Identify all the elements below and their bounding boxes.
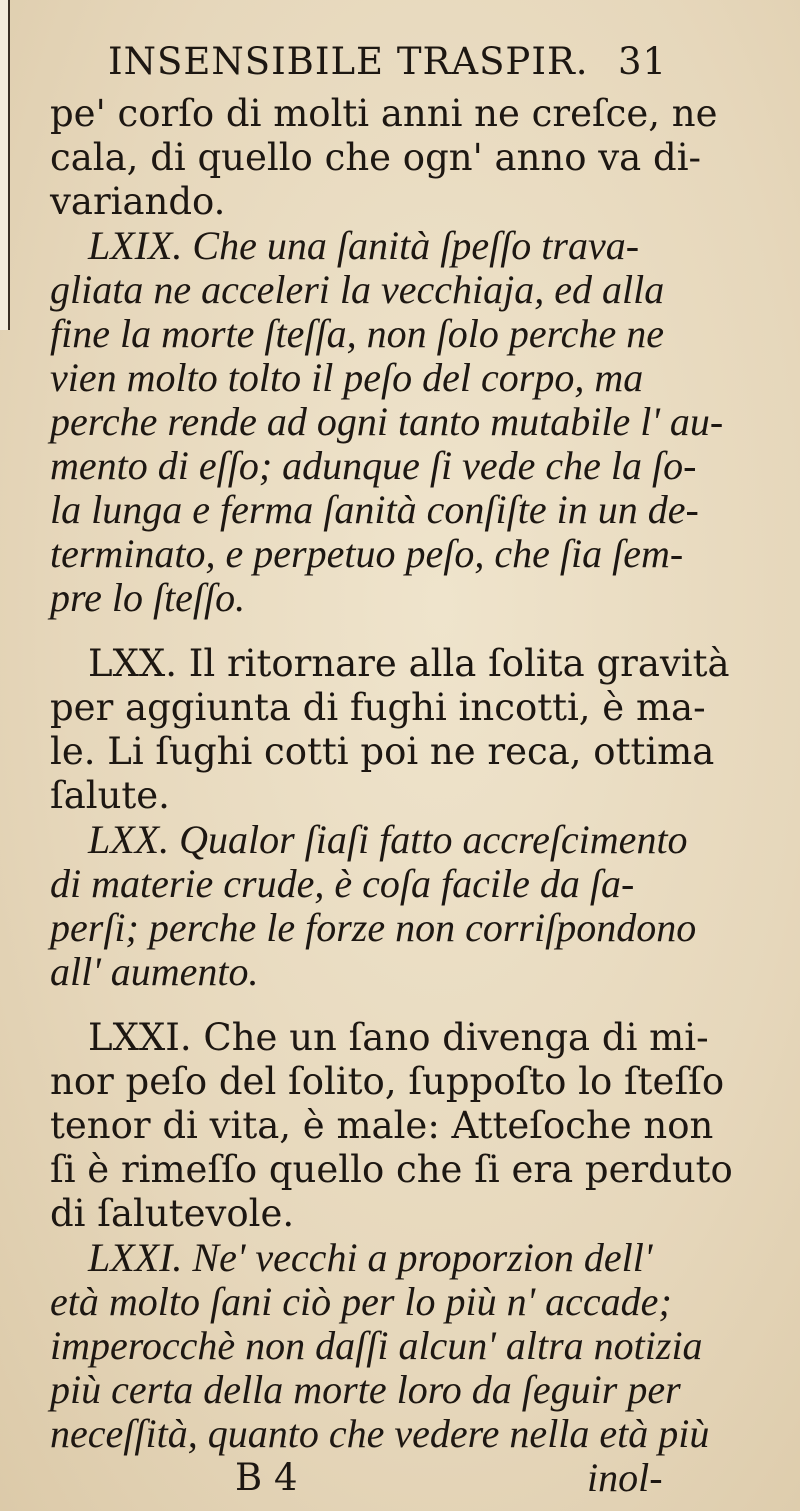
text-line: le. Li ſughi cotti poi ne reca, ottima <box>50 730 715 773</box>
text-line: per aggiunta di fughi incotti, è ma- <box>50 686 706 729</box>
text-line: più certa della morte loro da ſeguir per <box>50 1367 681 1412</box>
text-line: cala, di quello che ogn' anno va di- <box>50 136 702 179</box>
text-line: variando. <box>50 180 226 223</box>
footer-line <box>50 1456 770 1500</box>
paragraph <box>50 642 770 818</box>
text-block <box>50 40 770 1500</box>
paragraph-gap <box>50 994 770 1016</box>
text-line: terminato, e perpetuo peſo, che ſia ſem- <box>50 531 684 576</box>
page-number: 31 <box>618 40 668 83</box>
paragraph <box>50 1236 770 1456</box>
text-line: di materie crude, è coſa facile da ſa- <box>50 861 635 906</box>
paragraph <box>50 1016 770 1236</box>
paragraph-gap <box>50 620 770 642</box>
paragraph <box>50 224 770 620</box>
paragraph <box>50 92 770 224</box>
text-line: LXX. Il ritornare alla ſolita gravità <box>88 642 730 685</box>
text-line: tenor di vita, è male: Atteſoche non <box>50 1104 714 1147</box>
text-line: pe' corſo di molti anni ne creſce, ne <box>50 92 718 135</box>
adjacent-page-edge <box>0 0 10 330</box>
text-line: perſi; perche le forze non corriſpondono <box>50 905 697 950</box>
running-title: INSENSIBILE TRASPIR. <box>108 40 589 83</box>
text-line: imperocchè non daſſi alcun' altra notizia <box>50 1323 703 1368</box>
text-line: mento di eſſo; adunque ſi vede che la ſo- <box>50 443 697 488</box>
signature-mark: B 4 <box>235 1456 298 1499</box>
text-line: nor peſo del ſolito, ſuppoſto lo ſteſſo <box>50 1060 725 1103</box>
text-line: perche rende ad ogni tanto mutabile l' au- <box>50 399 724 444</box>
text-line: pre lo ſteſſo. <box>50 575 246 620</box>
text-line: all' aumento. <box>50 949 259 994</box>
text-line: ſalute. <box>50 774 170 817</box>
paragraph <box>50 818 770 994</box>
text-line: LXIX. Che una ſanità ſpeſſo trava- <box>88 223 640 268</box>
text-line: LXX. Qualor ſiaſi fatto accreſcimento <box>88 817 688 862</box>
text-line: età molto ſani ciò per lo più n' accade; <box>50 1279 672 1324</box>
text-line: neceſſità, quanto che vedere nella età più <box>50 1411 710 1456</box>
text-line: di ſalutevole. <box>50 1192 295 1235</box>
text-line: vien molto tolto il peſo del corpo, ma <box>50 355 644 400</box>
paragraphs <box>50 92 770 1456</box>
text-line: la lunga e ferma ſanità conſiſte in un de- <box>50 487 699 532</box>
text-line: gliata ne acceleri la vecchiaja, ed alla <box>50 267 665 312</box>
catchword: inol- <box>587 1455 663 1500</box>
text-line: ſi è rimeſſo quello che ſi era perduto <box>50 1148 733 1191</box>
running-header <box>50 40 770 92</box>
text-line: LXXI. Che un ſano divenga di mi- <box>88 1016 709 1059</box>
text-line: LXXI. Ne' vecchi a proporzion dell' <box>88 1235 653 1280</box>
text-line: fine la morte ſteſſa, non ſolo perche ne <box>50 311 664 356</box>
